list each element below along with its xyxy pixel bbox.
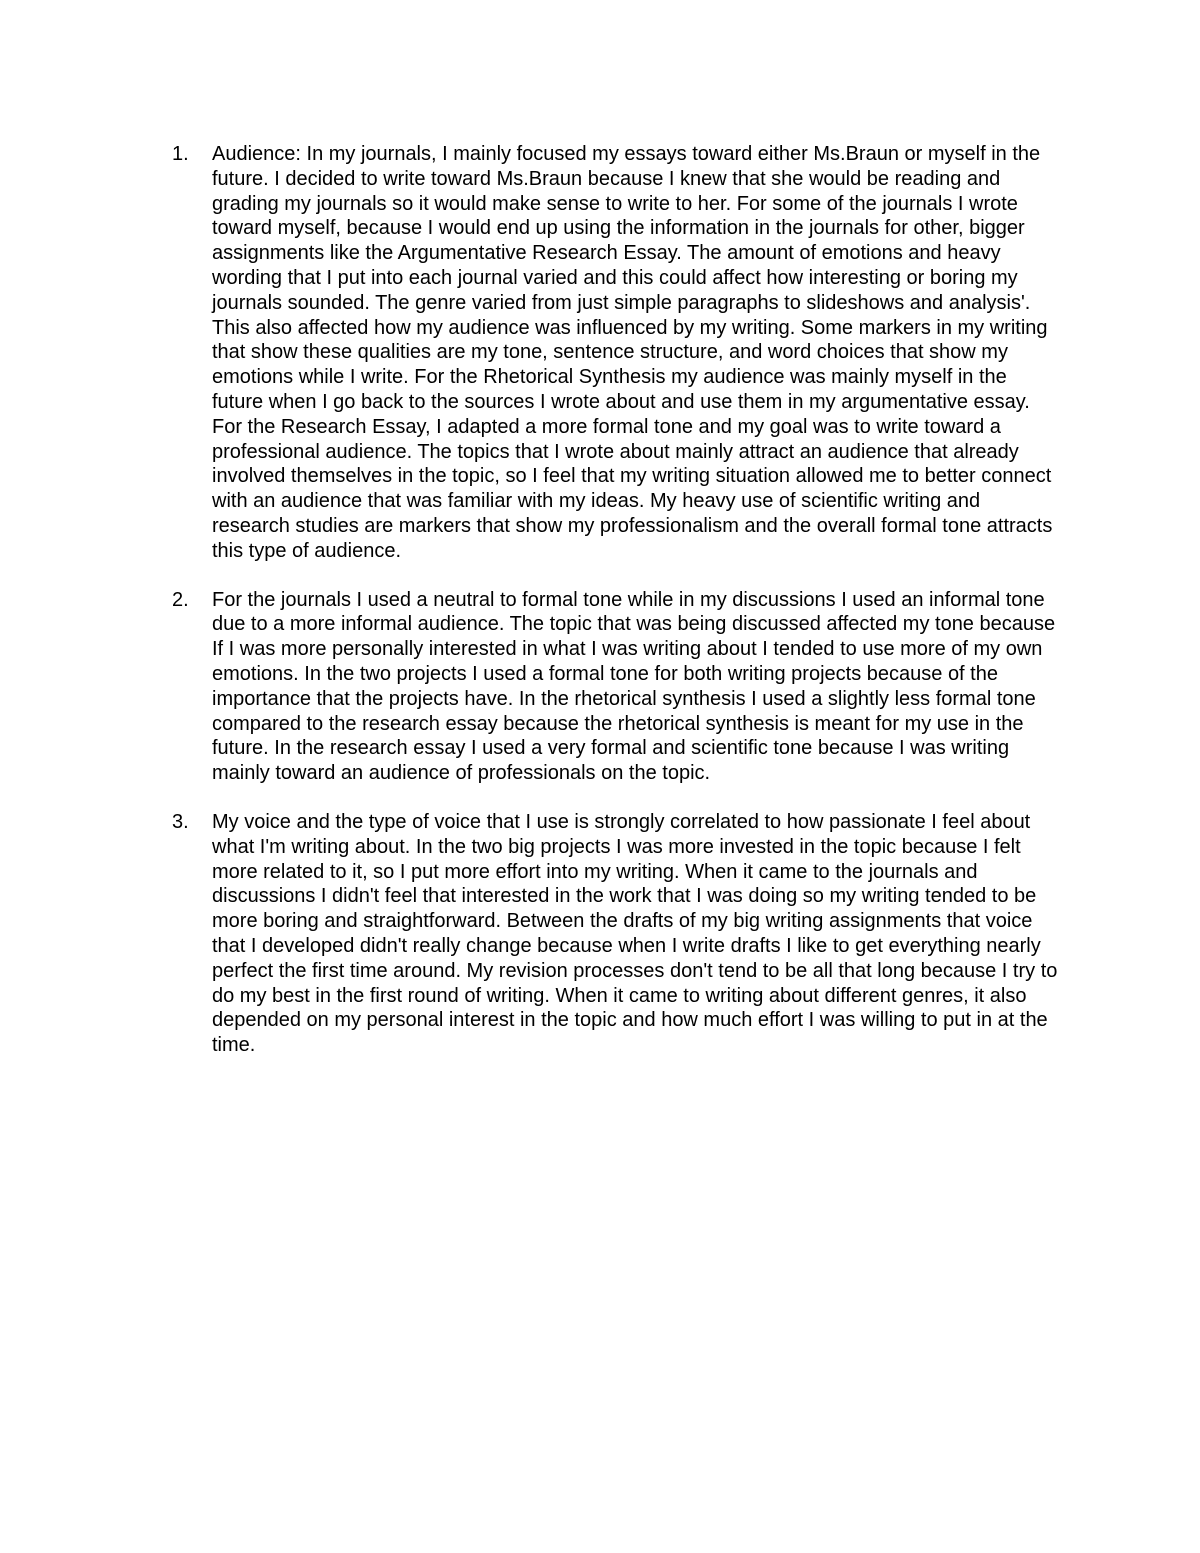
list-item-text: Audience: In my journals, I mainly focused my essays toward either Ms.Braun or myself in the future. I decided to write toward Ms.Braun because I knew that she would be reading and grading my journals so it would make sense to write to her. For some of the journals I wrote toward myself, because I would end up using the information in the journals for other, bigger assignments like the Argumentative Research Essay. The amount of emotions and heavy wording that I put into each journal varied and this could affect how interesting or boring my journals sounded. The genre varied from just simple paragraphs to slideshows and analysis'. This also affected how my audience was influenced by my writing. Some markers in my writing that show these qualities are my tone, sentence structure, and word choices that show my emotions while I write. For the Rhetorical Synthesis my audience was mainly myself in the future when I go back to the sources I wrote about and use them in my argumentative essay. For the Research Essay, I adapted a more formal tone and my goal was to write toward a professional audience. The topics that I wrote about mainly attract an audience that already involved themselves in the topic, so I feel that my writing situation allowed me to better connect with an audience that was familiar with my ideas. My heavy use of scientific writing and research studies are markers that show my professionalism and the overall formal tone attracts this type of audience. (212, 143, 1053, 562)
list-item-2 (172, 588, 1062, 786)
list-item-1 (172, 142, 1062, 564)
list-item-number: 3. (172, 810, 189, 833)
list-item-3 (172, 810, 1062, 1058)
list-item-text: For the journals I used a neutral to formal tone while in my discussions I used an informal tone due to a more informal audience. The topic that was being discussed affected my tone because If I was more personally interested in what I was writing about I tended to use more of my own emotions. In the two projects I used a formal tone for both writing projects because of the importance that the projects have. In the rhetorical synthesis I used a slightly less formal tone compared to the research essay because the rhetorical synthesis is meant for my use in the future. In the research essay I used a very formal and scientific tone because I was writing mainly toward an audience of professionals on the topic. (212, 588, 1056, 785)
list-item-text: My voice and the type of voice that I use is strongly correlated to how passionate I feel about what I'm writing about. In the two big projects I was more invested in the topic because I felt more related to it, so I put more effort into my writing. When it came to the journals and discussions I didn't feel that interested in the work that I was doing so my writing tended to be more boring and straightforward. Between the drafts of my big writing assignments that voice that I developed didn't really change because when I write drafts I like to get everything nearly perfect the first time around. My revision processes don't tend to be all that long because I try to do my best in the first round of writing. When it came to writing about different genres, it also depended on my personal interest in the topic and how much effort I was willing to put in at the time. (212, 810, 1058, 1057)
numbered-list (172, 142, 1062, 1082)
list-item-number: 1. (172, 143, 189, 165)
list-item-number: 2. (172, 588, 189, 611)
